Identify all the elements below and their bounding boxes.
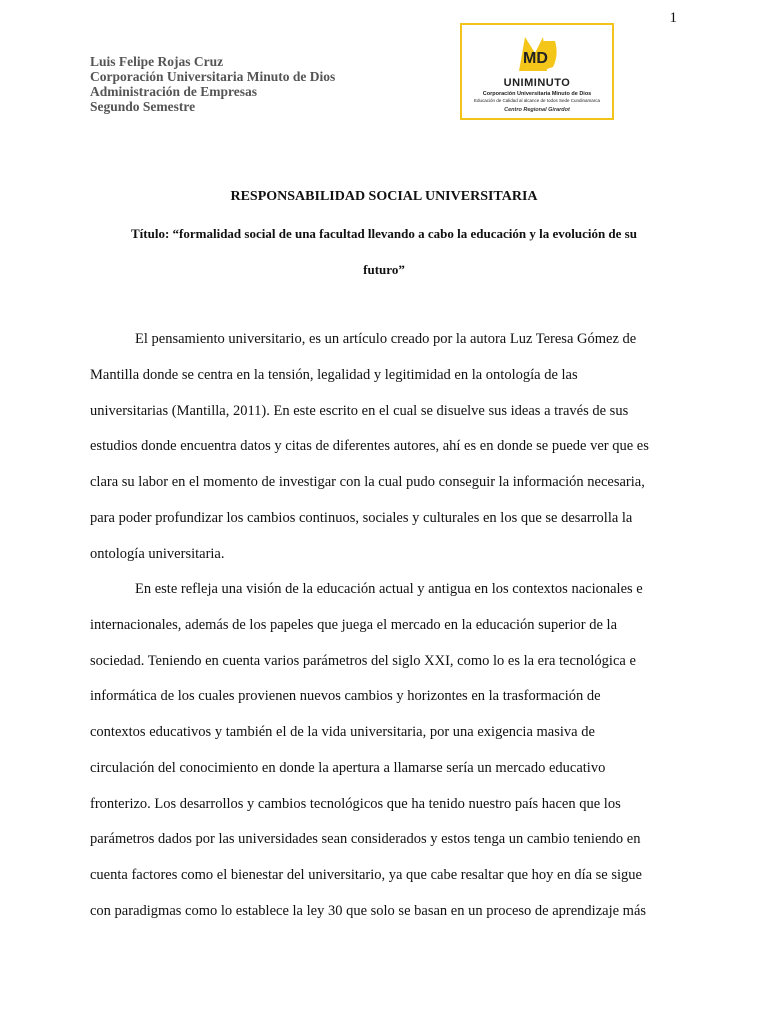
author-block xyxy=(90,54,335,114)
author-name: Luis Felipe Rojas Cruz xyxy=(90,54,224,69)
document-title: RESPONSABILIDAD SOCIAL UNIVERSITARIA xyxy=(230,189,538,204)
md-mark-icon xyxy=(513,31,561,75)
uniminuto-logo xyxy=(460,23,614,120)
paragraph-line: estudios donde encuentra datos y citas de diferentes autores, ahí es en donde se puede ver que es xyxy=(90,438,649,454)
logo-regional-center: Centro Regional Girardot xyxy=(504,107,570,113)
paragraph-line: para poder profundizar los cambios continuos, sociales y culturales en los que se desarrolla la xyxy=(90,510,633,526)
paragraph-line: fronterizo. Los desarrollos y cambios tecnológicos que ha tenido nuestro país hacen que los xyxy=(90,796,621,812)
paragraph-line: parámetros dados por las universidades sean considerados y estos tenga un cambio teniendo en xyxy=(90,831,641,847)
logo-name: UNIMINUTO xyxy=(503,77,571,89)
semester-label: Segundo Semestre xyxy=(90,99,196,114)
paragraph-line: informática de los cuales provienen nuevos cambios y horizontes en la trasformación de xyxy=(90,688,601,704)
document-subtitle-line-2: futuro” xyxy=(363,262,405,277)
svg-text:MD: MD xyxy=(523,50,548,67)
paragraph-line: contextos educativos y también el de la vida universitaria, por una exigencia masiva de xyxy=(90,724,595,740)
institution-name: Corporación Universitaria Minuto de Dios xyxy=(90,69,336,84)
paragraph-line: sociedad. Teniendo en cuenta varios parámetros del siglo XXI, como lo es la era tecnológica e xyxy=(90,653,636,669)
paragraph-line: El pensamiento universitario, es un artículo creado por la autora Luz Teresa Gómez de xyxy=(135,331,637,347)
paragraph-line: cuenta factores como el bienestar del universitario, ya que cabe resaltar que hoy en día se sigue xyxy=(90,867,642,883)
document-subtitle-line-1: Título: “formalidad social de una facultad llevando a cabo la educación y la evolución de su xyxy=(131,226,637,241)
paragraph-line: Mantilla donde se centra en la tensión, legalidad y legitimidad en la ontología de las xyxy=(90,367,578,383)
paragraph-line: con paradigmas como lo establece la ley 30 que solo se basan en un proceso de aprendizaje más xyxy=(90,903,647,919)
page-number: 1 xyxy=(669,10,677,26)
program-name: Administración de Empresas xyxy=(90,84,258,99)
paragraph-line: ontología universitaria. xyxy=(90,546,225,562)
paragraph-line: clara su labor en el momento de investigar con la cual pudo conseguir la información necesaria, xyxy=(90,474,645,490)
paragraph-line: internacionales, además de los papeles que juega el mercado en la educación superior de la xyxy=(90,617,618,633)
paragraph-line: En este refleja una visión de la educación actual y antigua en los contextos nacionales e xyxy=(135,581,643,597)
paragraph-line: universitarias (Mantilla, 2011). En este escrito en el cual se disuelve sus ideas a través de sus xyxy=(90,403,629,419)
logo-tagline: Educación de Calidad al alcance de todos Sede Cundinamarca xyxy=(473,98,601,103)
paragraph-line: circulación del conocimiento en donde la apertura a llamarse sería un mercado educativo xyxy=(90,760,606,776)
logo-subtitle: Corporación Universitaria Minuto de Dios xyxy=(482,91,592,97)
